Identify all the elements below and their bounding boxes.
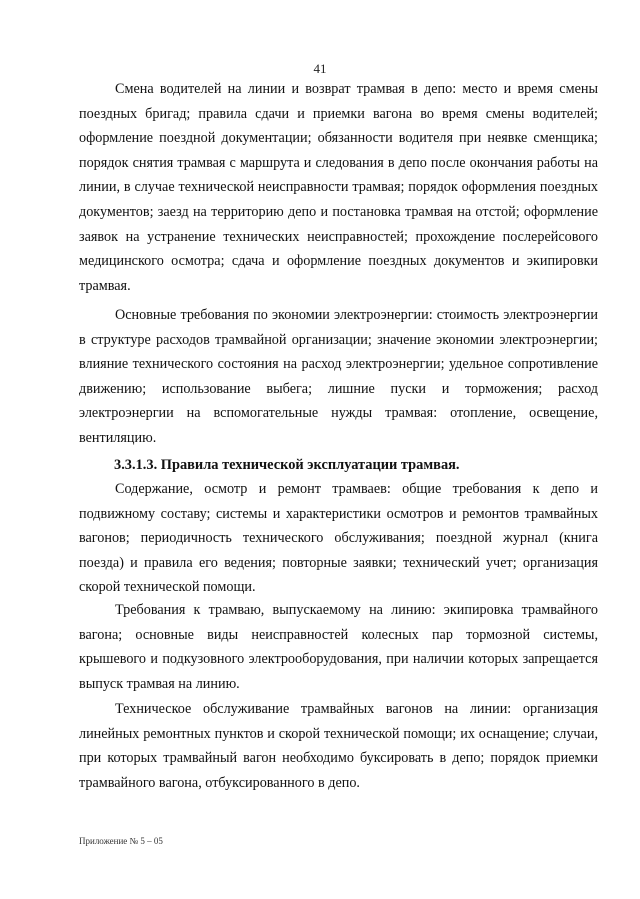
- paragraph-text: Техническое обслуживание трамвайных вагонов на линии: организация линейных ремонтных пунктов и скорой технической помощи; их оснащение; случаи, при которых трамвайный вагон необходимо буксировать в депо; порядок приемки трамвайного вагона, отбуксированного в депо.: [79, 701, 598, 791]
- section-heading: 3.3.1.3. Правила технической эксплуатации трамвая.: [114, 457, 460, 473]
- paragraph-text: Основные требования по экономии электроэнергии: стоимость электроэнергии в структуре расходов трамвайной организации; значение экономии электроэнергии; влияние технического состояния на расход электроэнергии; удельное сопротивление движению; использование выбега; лишние пуски и торможения; расход электроэнергии на вспомогательные нужды трамвая: отопление, освещение, вентиляцию.: [79, 307, 598, 446]
- paragraph-text: Требования к трамваю, выпускаемому на линию: экипировка трамвайного вагона; основные виды неисправностей колесных пар тормозной системы, крышевого и подкузовного электрооборудования, при наличии которых запрещается выпуск трамвая на линию.: [79, 602, 598, 692]
- paragraph-line-service: [79, 697, 598, 795]
- page-footer: Приложение № 5 – 05: [79, 836, 163, 846]
- paragraph-maintenance: [79, 477, 598, 600]
- paragraph-driver-change: [79, 77, 598, 298]
- paragraph-energy-saving: [79, 303, 598, 451]
- paragraph-text: Содержание, осмотр и ремонт трамваев: общие требования к депо и подвижному составу; системы и характеристики осмотров и ремонтов трамвайных вагонов; периодичность технического обслуживания; поездной журнал (книга поезда) и правила его ведения; повторные заявки; технический учет; организация скорой технической помощи.: [79, 481, 598, 596]
- paragraph-line-requirements: [79, 598, 598, 696]
- paragraph-text: Смена водителей на линии и возврат трамвая в депо: место и время смены поездных бригад; правила сдачи и приемки вагона во время смены водителей; оформление поездной документации; обязанности водителя при неявке сменщика; порядок снятия трамвая с маршрута и следования в депо после окончания работы на линии, в случае технической неисправности трамвая; порядок оформления поездных документов; заезд на территорию депо и постановка трамвая на отстой; оформление заявок на устранение технических неисправностей; прохождение послерейсового медицинского осмотра; сдача и оформление поездных документов и экипировки трамвая.: [79, 81, 598, 294]
- page-number: 41: [313, 61, 327, 76]
